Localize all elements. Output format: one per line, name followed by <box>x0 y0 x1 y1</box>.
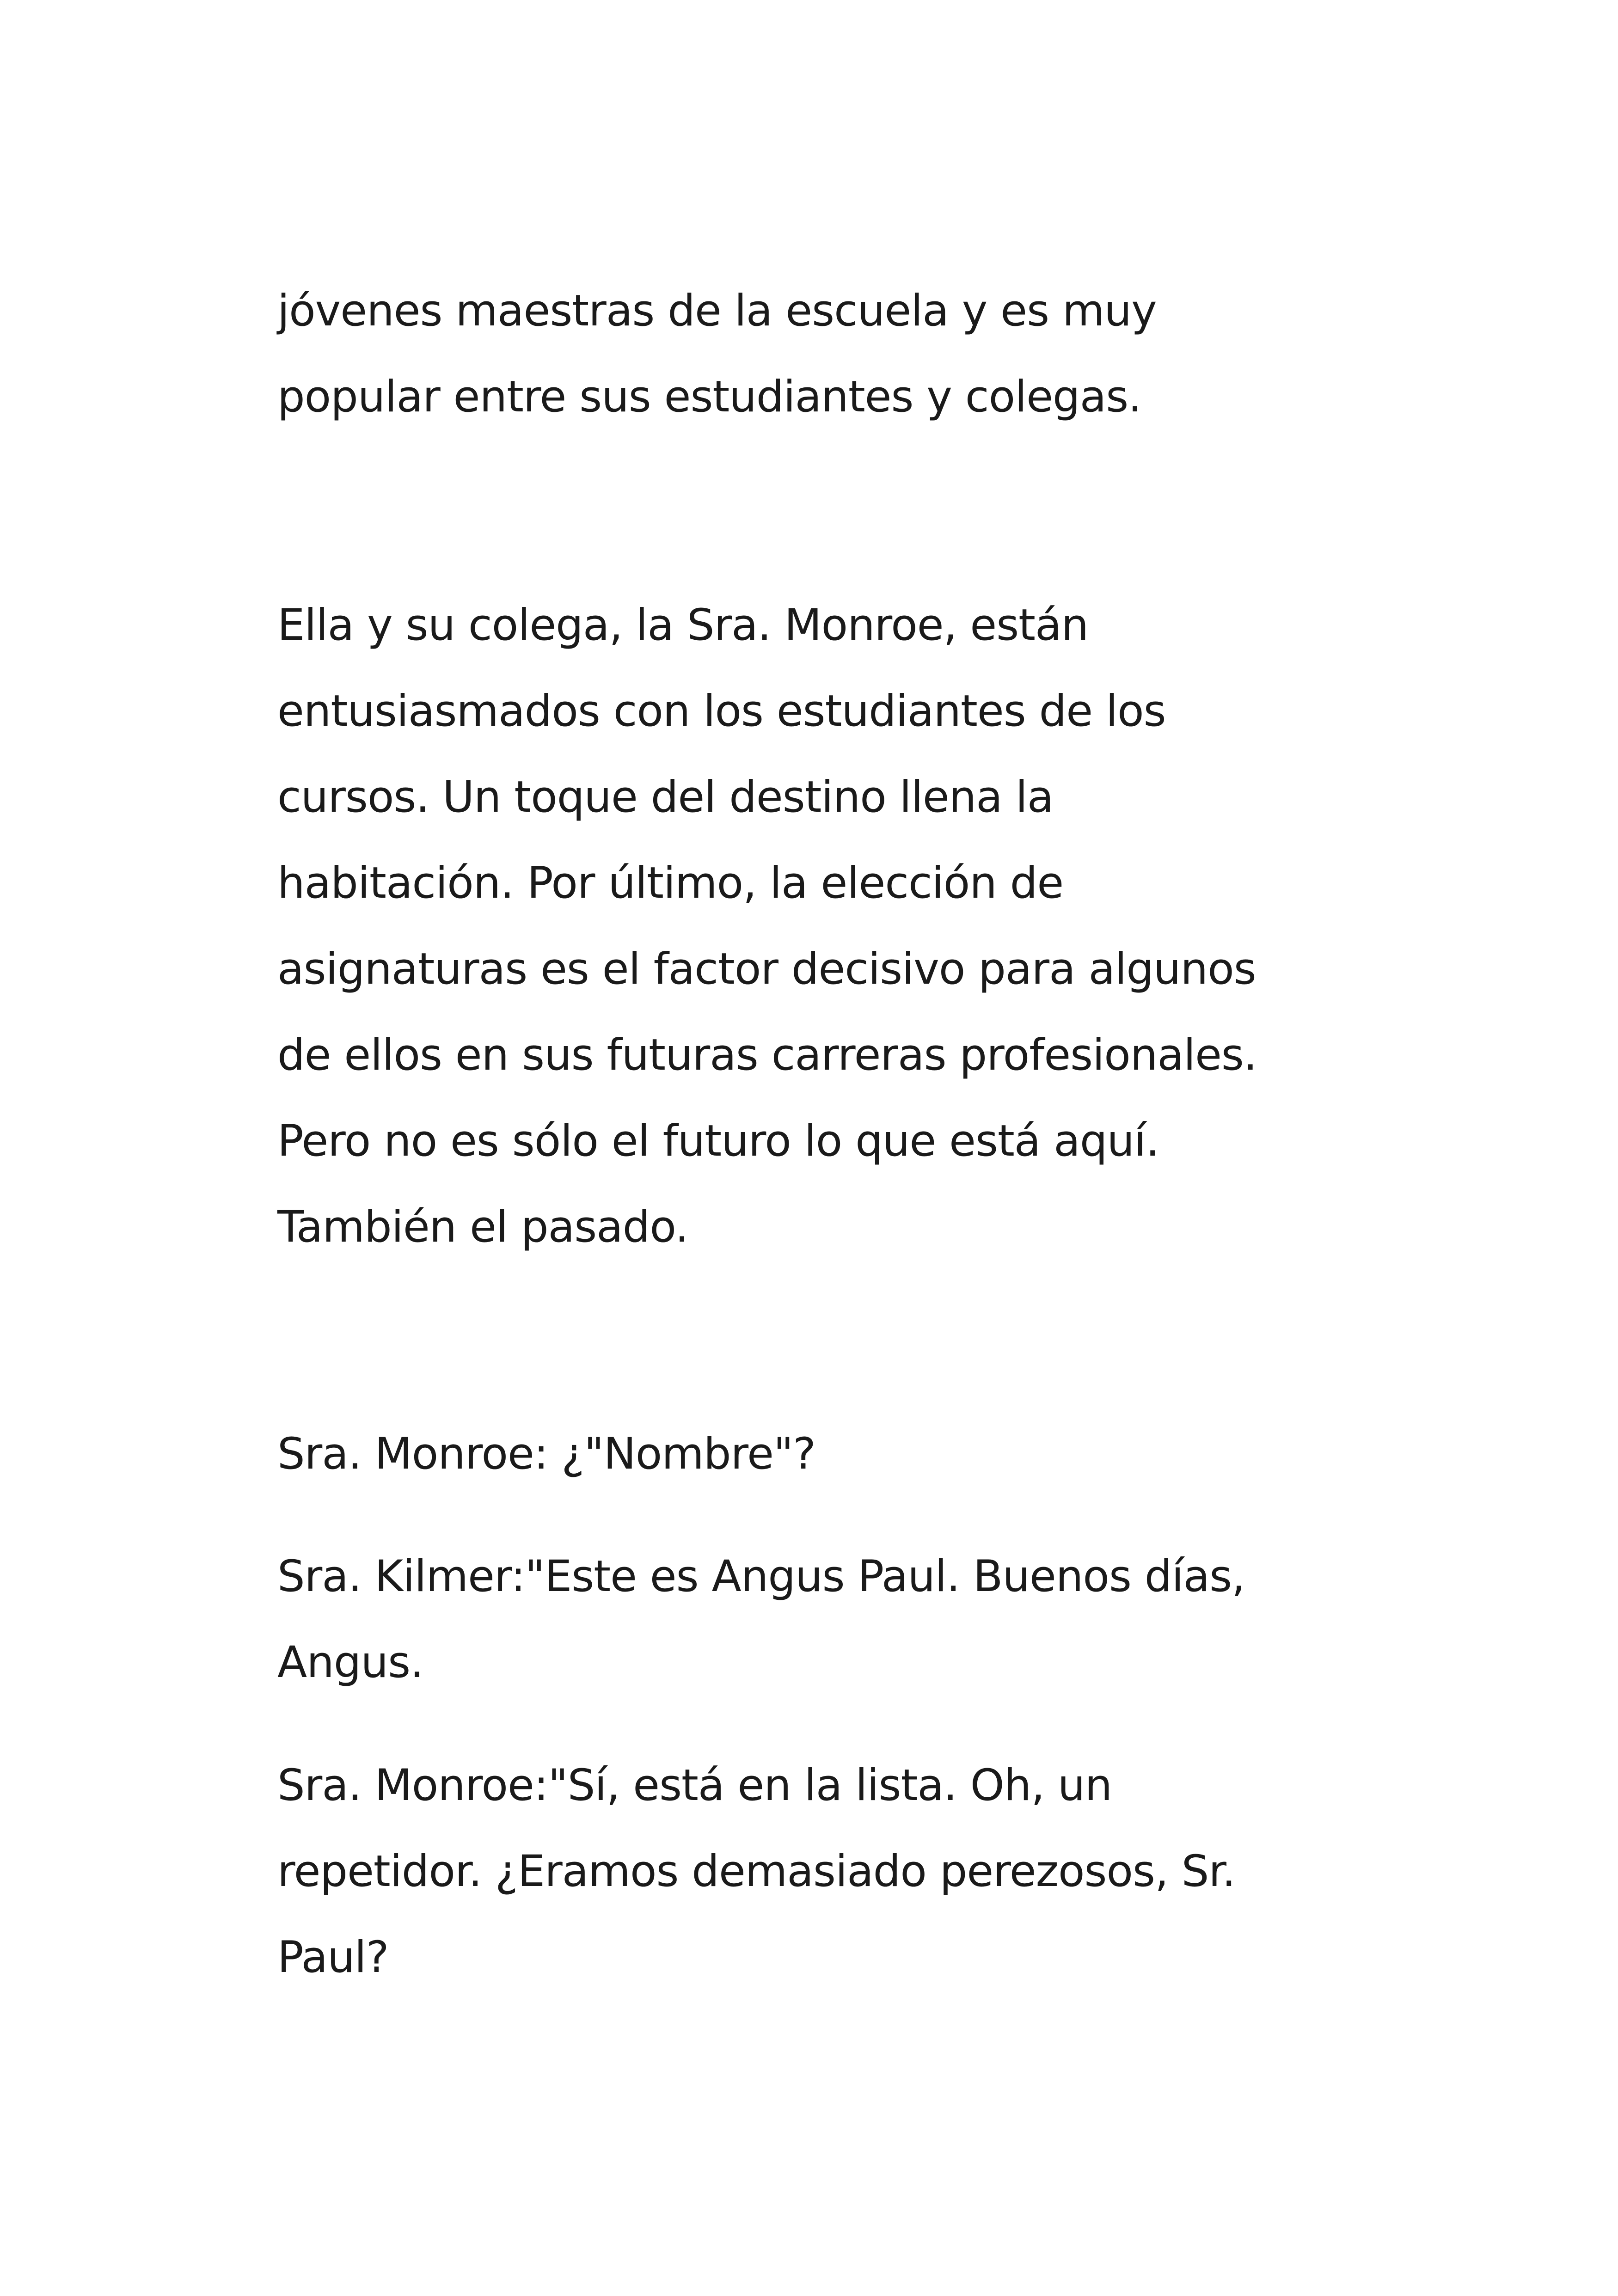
dialogue-line-monroe-list: Sra. Monroe:"Sí, está en la lista. Oh, un repetidor. ¿Eramos demasiado perezosos, Sr. Paul? <box>277 1760 1236 1983</box>
dialogue-line-kilmer: Sra. Kilmer:"Este es Angus Paul. Buenos días, Angus. <box>277 1551 1245 1688</box>
dialogue-line-monroe-name: Sra. Monroe: ¿"Nombre"? <box>277 1429 816 1479</box>
paragraph-narrative: Ella y su colega, la Sra. Monroe, están entusiasmados con los estudiantes de los cursos. Un toque del destino llena la habitación. Por último, la elección de asignaturas es el factor decisivo para algunos de ellos en sus futuras carreras profesionales. Pero no es sólo el futuro lo que está aquí. También el pasado. <box>277 600 1257 1252</box>
paragraph-intro-continuation: jóvenes maestras de la escuela y es muy popular entre sus estudiantes y colegas. <box>277 286 1157 422</box>
